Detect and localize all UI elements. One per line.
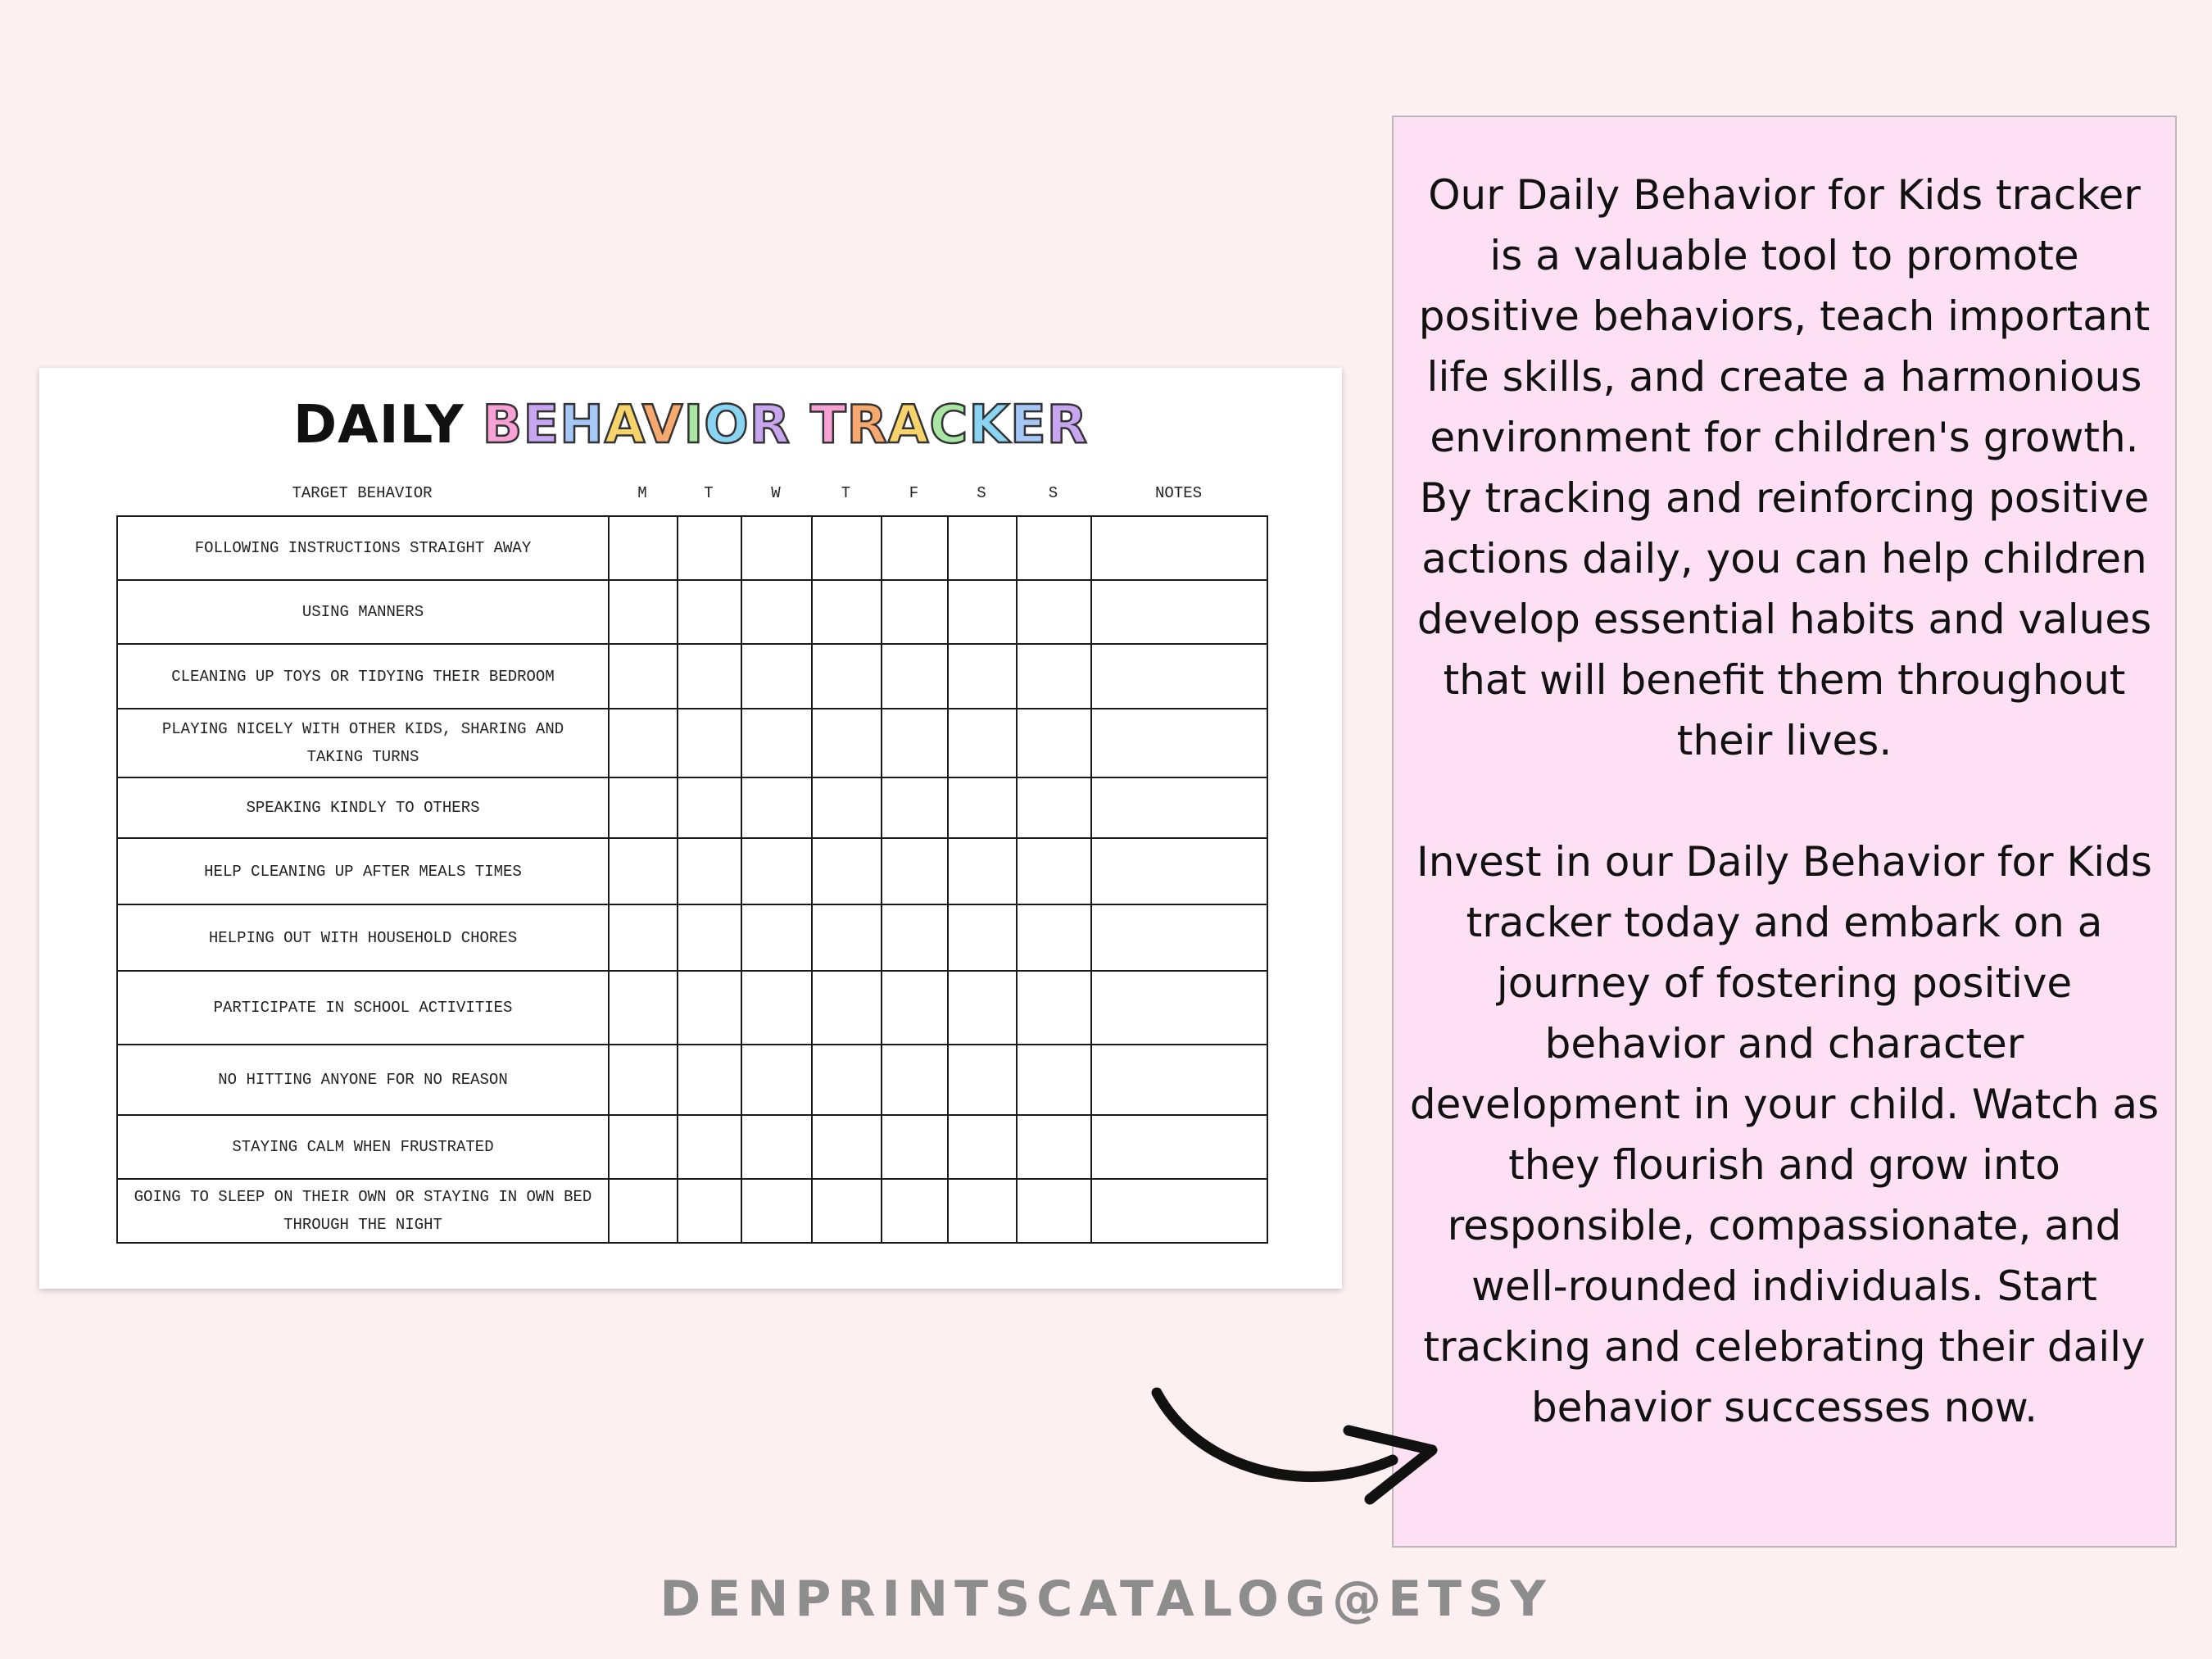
notes-cell <box>1091 580 1267 644</box>
day-checkbox-cell <box>609 1045 678 1115</box>
day-checkbox-cell <box>882 1115 948 1179</box>
table-row <box>117 1179 1267 1243</box>
header-day-thu: T <box>841 484 851 502</box>
table-row <box>117 838 1267 904</box>
day-checkbox-cell <box>609 516 678 580</box>
title-rainbow-letter: R <box>1046 395 1088 456</box>
day-checkbox-cell <box>882 1045 948 1115</box>
title-rainbow-letter: R <box>846 395 888 456</box>
day-checkbox-cell <box>948 516 1017 580</box>
title-rainbow-letter: B <box>482 395 524 456</box>
day-checkbox-cell <box>678 1179 741 1243</box>
table-row <box>117 516 1267 580</box>
table-row <box>117 709 1267 777</box>
day-checkbox-cell <box>882 971 948 1045</box>
day-checkbox-cell <box>812 644 882 709</box>
title-rainbow-letter: E <box>523 395 560 456</box>
day-checkbox-cell <box>882 644 948 709</box>
day-checkbox-cell <box>1017 580 1091 644</box>
day-checkbox-cell <box>609 580 678 644</box>
day-checkbox-cell <box>609 971 678 1045</box>
behavior-table <box>116 515 1268 1244</box>
day-checkbox-cell <box>882 516 948 580</box>
behavior-label: SPEAKING KINDLY TO OTHERS <box>117 777 609 838</box>
description-panel <box>1392 116 2177 1548</box>
day-checkbox-cell <box>948 709 1017 777</box>
day-checkbox-cell <box>678 777 741 838</box>
day-checkbox-cell <box>1017 516 1091 580</box>
behavior-tracker-worksheet <box>39 368 1342 1289</box>
title-rainbow-letter: O <box>704 395 750 456</box>
title-rainbow-letter: E <box>1009 395 1047 456</box>
day-checkbox-cell <box>948 777 1017 838</box>
notes-cell <box>1091 644 1267 709</box>
behavior-label: HELP CLEANING UP AFTER MEALS TIMES <box>117 838 609 904</box>
day-checkbox-cell <box>609 838 678 904</box>
day-checkbox-cell <box>678 580 741 644</box>
day-checkbox-cell <box>812 777 882 838</box>
title-rainbow-letter: T <box>809 395 847 456</box>
day-checkbox-cell <box>948 971 1017 1045</box>
day-checkbox-cell <box>609 904 678 971</box>
table-row <box>117 971 1267 1045</box>
table-row <box>117 644 1267 709</box>
behavior-label: HELPING OUT WITH HOUSEHOLD CHORES <box>117 904 609 971</box>
day-checkbox-cell <box>741 580 812 644</box>
day-checkbox-cell <box>609 644 678 709</box>
table-row <box>117 777 1267 838</box>
notes-cell <box>1091 1115 1267 1179</box>
day-checkbox-cell <box>948 904 1017 971</box>
shop-watermark: DENPRINTSCATALOG@ETSY <box>660 1571 1552 1628</box>
notes-cell <box>1091 1045 1267 1115</box>
day-checkbox-cell <box>812 971 882 1045</box>
title-rainbow-letter: C <box>929 395 969 456</box>
notes-cell <box>1091 971 1267 1045</box>
behavior-label: USING MANNERS <box>117 580 609 644</box>
title-rainbow-letter: K <box>968 395 1010 456</box>
table-header-row <box>39 484 1342 510</box>
day-checkbox-cell <box>882 1179 948 1243</box>
behavior-label: GOING TO SLEEP ON THEIR OWN OR STAYING IN OWN BED THROUGH THE NIGHT <box>117 1179 609 1243</box>
day-checkbox-cell <box>1017 1179 1091 1243</box>
notes-cell <box>1091 1179 1267 1243</box>
title-rainbow-letter: H <box>560 395 605 456</box>
day-checkbox-cell <box>948 1115 1017 1179</box>
day-checkbox-cell <box>882 838 948 904</box>
day-checkbox-cell <box>741 971 812 1045</box>
day-checkbox-cell <box>948 1045 1017 1115</box>
header-target-behavior: TARGET BEHAVIOR <box>292 484 433 502</box>
day-checkbox-cell <box>741 904 812 971</box>
day-checkbox-cell <box>741 1045 812 1115</box>
behavior-label: PLAYING NICELY WITH OTHER KIDS, SHARING AND TAKING TURNS <box>117 709 609 777</box>
day-checkbox-cell <box>1017 709 1091 777</box>
day-checkbox-cell <box>678 1045 741 1115</box>
day-checkbox-cell <box>948 580 1017 644</box>
day-checkbox-cell <box>882 904 948 971</box>
day-checkbox-cell <box>812 904 882 971</box>
table-row <box>117 580 1267 644</box>
behavior-label: STAYING CALM WHEN FRUSTRATED <box>117 1115 609 1179</box>
day-checkbox-cell <box>1017 971 1091 1045</box>
title-rainbow-letter: R <box>749 395 791 456</box>
day-checkbox-cell <box>609 1179 678 1243</box>
day-checkbox-cell <box>741 777 812 838</box>
day-checkbox-cell <box>1017 1045 1091 1115</box>
day-checkbox-cell <box>678 1115 741 1179</box>
worksheet-title <box>39 392 1342 458</box>
behavior-label: FOLLOWING INSTRUCTIONS STRAIGHT AWAY <box>117 516 609 580</box>
day-checkbox-cell <box>741 709 812 777</box>
table-row <box>117 1115 1267 1179</box>
day-checkbox-cell <box>678 838 741 904</box>
header-day-fri: F <box>909 484 919 502</box>
day-checkbox-cell <box>741 838 812 904</box>
day-checkbox-cell <box>882 580 948 644</box>
day-checkbox-cell <box>678 516 741 580</box>
header-day-mon: M <box>637 484 647 502</box>
header-day-wed: W <box>771 484 781 502</box>
title-daily-word: DAILY <box>293 395 465 456</box>
day-checkbox-cell <box>678 971 741 1045</box>
day-checkbox-cell <box>948 838 1017 904</box>
day-checkbox-cell <box>812 516 882 580</box>
title-rainbow-words <box>483 395 1088 456</box>
behavior-label: NO HITTING ANYONE FOR NO REASON <box>117 1045 609 1115</box>
day-checkbox-cell <box>741 1115 812 1179</box>
notes-cell <box>1091 904 1267 971</box>
day-checkbox-cell <box>882 709 948 777</box>
header-day-sat: S <box>977 484 986 502</box>
day-checkbox-cell <box>812 1179 882 1243</box>
day-checkbox-cell <box>1017 1115 1091 1179</box>
day-checkbox-cell <box>1017 777 1091 838</box>
behavior-label: CLEANING UP TOYS OR TIDYING THEIR BEDROOM <box>117 644 609 709</box>
day-checkbox-cell <box>609 777 678 838</box>
title-rainbow-letter: V <box>641 395 684 456</box>
notes-cell <box>1091 516 1267 580</box>
description-text <box>1408 165 2160 1438</box>
header-notes: NOTES <box>1154 484 1202 502</box>
title-rainbow-letter: I <box>683 395 705 456</box>
header-day-tue: T <box>704 484 714 502</box>
behavior-label: PARTICIPATE IN SCHOOL ACTIVITIES <box>117 971 609 1045</box>
day-checkbox-cell <box>948 644 1017 709</box>
description-paragraph-2: Invest in our Daily Behavior for Kids tracker today and embark on a journey of fostering positive behavior and character development in your child. Watch as they flourish and grow into responsible, compassionate, and well-rounded individuals. Start tracking and celebrating their daily behavior successes now. <box>1409 838 2160 1431</box>
day-checkbox-cell <box>812 580 882 644</box>
day-checkbox-cell <box>882 777 948 838</box>
notes-cell <box>1091 777 1267 838</box>
day-checkbox-cell <box>1017 904 1091 971</box>
day-checkbox-cell <box>609 1115 678 1179</box>
description-paragraph-1: Our Daily Behavior for Kids tracker is a valuable tool to promote positive behaviors, teach important life skills, and create a harmonious environment for children's growth. By tracking and reinforcing positive actions daily, you can help children develop essential habits and values that will benefit them throughout their lives. <box>1416 171 2152 764</box>
title-rainbow-letter: A <box>887 395 930 456</box>
day-checkbox-cell <box>1017 838 1091 904</box>
day-checkbox-cell <box>741 516 812 580</box>
day-checkbox-cell <box>741 1179 812 1243</box>
title-rainbow-letter: A <box>604 395 642 456</box>
notes-cell <box>1091 838 1267 904</box>
day-checkbox-cell <box>812 838 882 904</box>
day-checkbox-cell <box>812 1115 882 1179</box>
day-checkbox-cell <box>948 1179 1017 1243</box>
day-checkbox-cell <box>678 644 741 709</box>
day-checkbox-cell <box>741 644 812 709</box>
day-checkbox-cell <box>812 709 882 777</box>
table-row <box>117 904 1267 971</box>
table-row <box>117 1045 1267 1115</box>
day-checkbox-cell <box>678 904 741 971</box>
header-day-sun: S <box>1048 484 1058 502</box>
notes-cell <box>1091 709 1267 777</box>
curved-arrow-icon <box>1147 1376 1442 1507</box>
day-checkbox-cell <box>812 1045 882 1115</box>
day-checkbox-cell <box>609 709 678 777</box>
day-checkbox-cell <box>678 709 741 777</box>
day-checkbox-cell <box>1017 644 1091 709</box>
